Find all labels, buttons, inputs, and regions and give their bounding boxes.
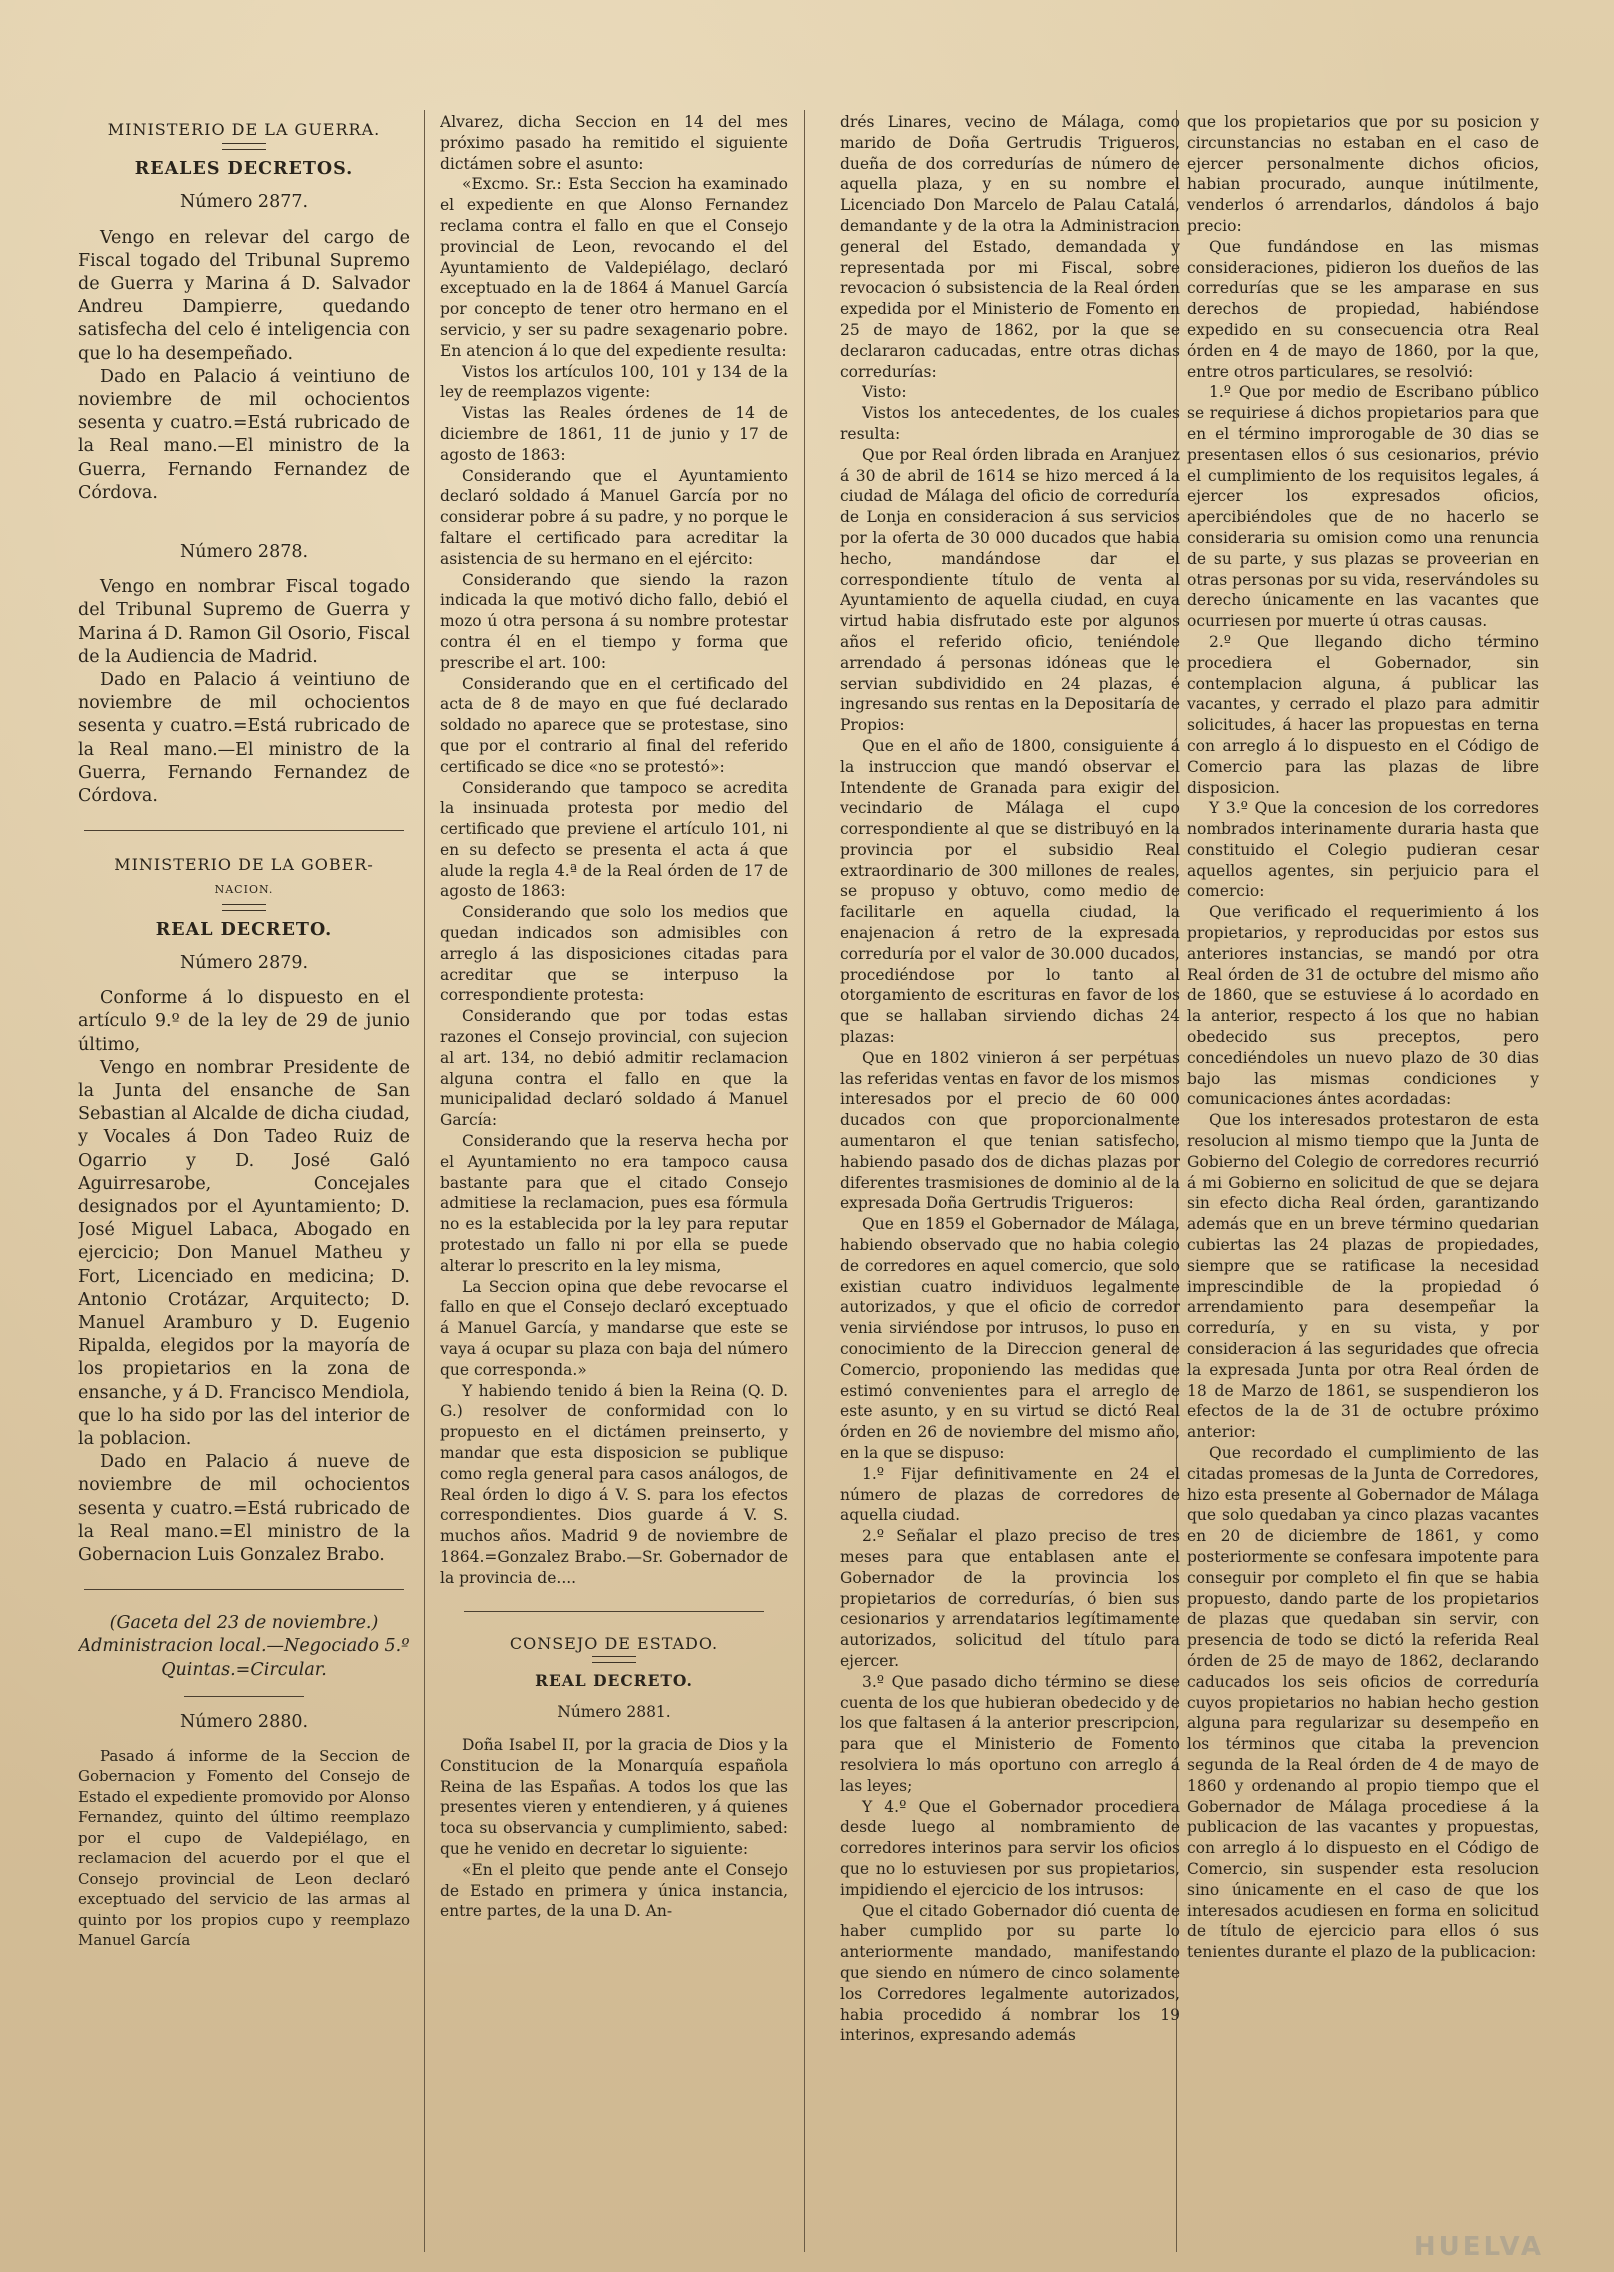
decree-number: Número 2878. [179, 542, 309, 563]
decree-heading: REAL DECRETO. [155, 919, 333, 940]
column-rule [804, 110, 805, 2252]
separator-rule [84, 830, 404, 831]
library-watermark: HUELVA [1413, 2232, 1544, 2262]
paragraph: Vengo en nombrar Presidente de la Junta del ensanche de San Sebastian al Alcalde de dicha ciudad, y Vocales á Don Tadeo Ruiz de Ogarrio y D. José Galó Aguirresarobe, Concejales designados por el Ayuntamiento; D. José Miguel Labaca, Abogado en ejercicio; Don Manuel Matheu y Fort, Licenciado en medicina; D. Antonio Crotázar, Arquitecto; D. Manuel Aramburo y D. Eugenio Ripalda, elegidos por la mayoría de los propietarios en la zona de ensanche, y á D. Francisco Mendiola, que lo ha sido por las del interior de la poblacion. [78, 1057, 410, 1449]
paragraph: Vistas las Reales órdenes de 14 de diciembre de 1861, 11 de junio y 17 de agosto de 1863: [440, 404, 788, 464]
paragraph: Que en el año de 1800, consiguiente á la instruccion que mandó observar el Intendente de Granada para exigir del vecindario de Málaga el cupo correspondiente al que se distribuyó en la provincia por el subsidio Real extraordinario de 300 millones de reales, se propuso y obtuvo, como medio de facilitarle en aquella ciudad, la enajenacion á retro de la expresada correduría por el valor de 30.000 ducados, procediéndose por lo tanto al otorgamiento de escrituras en favor de los que se hallaban sirviendo dichas 24 plazas: [840, 736, 1180, 1047]
paragraph: Vengo en nombrar Fiscal togado del Tribunal Supremo de Guerra y Marina á D. Ramon Gil Osorio, Fiscal de la Audiencia de Madrid. [78, 577, 410, 667]
column-1 [78, 112, 410, 2262]
paragraph: Vistos los antecedentes, de los cuales resulta: [840, 404, 1180, 443]
double-rule [592, 1656, 636, 1663]
paragraph: Considerando que siendo la razon indicada la que motivó dicho fallo, debió el mozo ú otra persona á su nombre protestar contra él en el tiempo y forma que prescribe el art. 100: [440, 570, 788, 672]
double-rule [222, 143, 266, 150]
section-heading: CONSEJO DE ESTADO. [509, 1633, 719, 1653]
paragraph: Considerando que por todas estas razones el Consejo provincial, con sujecion al art. 134, no debió admitir reclamacion alguna contra el fallo en que la municipalidad declaró soldado á Manuel García: [440, 1007, 788, 1130]
paragraph: La Seccion opina que debe revocarse el fallo en que el Consejo declaró exceptuado á Manuel García, y mandarse que este se vaya á ocupar su plaza con baja del número que corresponda.» [440, 1277, 788, 1379]
paragraph: 1.º Fijar definitivamente en 24 el número de plazas de corredores de aquella ciudad. [840, 1464, 1180, 1525]
spacer [78, 505, 410, 531]
paragraph: Doña Isabel II, por la gracia de Dios y la Constitucion de la Monarquía española Reina de las Españas. A todos los que las presentes vieren y entendieren, y á quienes toca su observancia y cumplimiento, sabed: que he venido en decretar lo siguiente: [440, 1735, 788, 1858]
paragraph: 2.º Que llegando dicho término procediera el Gobernador, sin contemplacion alguna, á publicar las vacantes, y cerrado el plazo para admitir solicitudes, á hacer las propuestas en terna con arreglo á lo dispuesto en el Código de Comercio para las plazas de libre disposicion. [1187, 632, 1539, 797]
paragraph: Dado en Palacio á veintiuno de noviembre de mil ochocientos sesenta y cuatro.=Está rubricado de la Real mano.—El ministro de la Guerra, Fernando Fernandez de Córdova. [78, 670, 410, 807]
paragraph: Considerando que solo los medios que quedan indicados son admisibles con arreglo á las disposiciones citadas para acreditar que se interpuso la correspondiente protesta: [440, 903, 788, 1005]
paragraph: 1.º Que por medio de Escribano público se requiriese á dichos propietarios para que en el término improrogable de 30 dias se presentasen ellos ó sus cesionarios, prévio el cumplimiento de los requisitos legales, á ejercer los expresados oficios, apercibiéndoles que de no hacerlo se consideraria su omision como una renuncia de su parte, y sus plazas se proveerian en otras personas por su vida, reservándoles su derecho únicamente en las vacantes que ocurriesen por muerte ú otras causas. [1187, 383, 1539, 631]
paragraph: 2.º Señalar el plazo preciso de tres meses para que entablasen ante el Gobernador de la provincia los propietarios de corredurías, ó bien sus cesionarios y arrendatarios legítimamente autorizados, solicitud del título para ejercer. [840, 1527, 1180, 1670]
column-3 [840, 112, 1180, 2262]
paragraph: 3.º Que pasado dicho término se diese cuenta de los que hubieran obedecido y de los que faltasen á la anterior prescripcion, para que el Ministerio de Fomento resolviera lo más oportuno con arreglo á las leyes; [840, 1672, 1180, 1795]
paragraph: que los propietarios que por su posicion y circunstancias no estaban en el caso de ejercer personalmente dichos oficios, habian procurado, aunque inútilmente, venderlos ó arrendarlos, dándolos á bajo precio: [1187, 113, 1539, 235]
paragraph: «Excmo. Sr.: Esta Seccion ha examinado el expediente en que Alonso Fernandez reclama contra el fallo en que el Consejo provincial de Leon, revocando el del Ayuntamiento de Valdepiélago, declaró exceptuado en la de 1864 á Manuel García por concepto de tener otro hermano en el servicio, y ser su padre sexagenario pobre. En atencion á lo que del expediente resulta: [440, 175, 788, 360]
decree-number: Número 2881. [557, 1703, 671, 1722]
section-heading-line: MINISTERIO DE LA GOBER- [114, 855, 374, 875]
paragraph: Y 3.º Que la concesion de los corredores nombrados interinamente duraria hasta que constituido el Colegio pudieran cesar aquellos agentes, sin perjuicio para el comercio: [1187, 799, 1539, 901]
paragraph: Considerando que el Ayuntamiento declaró soldado á Manuel García por no considerar pobre á su padre, y no porque le faltare el certificado para acreditar la asistencia de su hermano en el ejército: [440, 466, 788, 568]
paragraph: Que fundándose en las mismas consideraciones, pidieron los dueños de las corredurías que se les amparase en sus derechos de propiedad, habiéndose expedido en su consecuencia otra Real órden en 4 de mayo de 1860, por la que, entre otros particulares, se resolvió: [1187, 237, 1539, 381]
column-2 [440, 112, 788, 2262]
gaceta-note: (Gaceta del 23 de noviembre.) [109, 1613, 379, 1634]
paragraph: drés Linares, vecino de Málaga, como marido de Doña Gertrudis Trigueros, dueña de dos corredurías de número de aquella plaza, y en su nombre el Licenciado Don Marcelo de Palau Catalá, demandante y de la otra la Administracion general del Estado, demandada y representada por mi Fiscal, sobre revocacion ó subsistencia de la Real órden expedida por el Ministerio de Fomento en 25 de mayo de 1862, por la que se declararon caducadas, entre otras dichas corredurías: [840, 113, 1180, 381]
paragraph: Visto: [862, 383, 907, 402]
section-heading: MINISTERIO DE LA GUERRA. [107, 120, 381, 139]
section-heading-line: NACION. [214, 883, 274, 897]
section-heading [78, 853, 410, 901]
double-rule [222, 904, 266, 911]
decree-heading: REALES DECRETOS. [134, 159, 354, 180]
admin-note: Administracion local.—Negociado 5.º Quintas.=Circular. [78, 1636, 410, 1680]
paragraph: Que en 1859 el Gobernador de Málaga, habiendo observado que no habia colegio de corredores en aquel comercio, que solo existian cuatro individuos legalmente autorizados, y que el oficio de corredor venia sirviéndose por intrusos, lo puso en conocimiento de la Direccion general de Comercio, proponiendo las medidas que estimó convenientes para el arreglo de este asunto, y en su virtud se dictó Real órden en 26 de noviembre del mismo año, en la que se dispuso: [840, 1215, 1180, 1462]
paragraph: Que en 1802 vinieron á ser perpétuas las referidas ventas en favor de los mismos interesados por el precio de 60 000 ducados con que proporcionalmente aumentaron el que tenian satisfecho, habiendo pasado dos de dichas plazas por diferentes trasmisiones de dominio al de la expresada Doña Gertrudis Trigueros: [840, 1048, 1180, 1213]
paragraph: Dado en Palacio á nueve de noviembre de mil ochocientos sesenta y cuatro.=Está rubricado de la Real mano.=El ministro de la Gobernacion Luis Gonzalez Brabo. [78, 1452, 410, 1565]
paragraph: Y 4.º Que el Gobernador procediera desde luego al nombramiento de corredores interinos para servir los oficios que no lo estuviesen por sus propietarios, impidiendo el ejercicio de los intrusos: [840, 1797, 1180, 1899]
paragraph: Considerando que la reserva hecha por el Ayuntamiento no era tampoco causa bastante para que el citado Consejo admitiese la reclamacion, pues esa fórmula no es la establecida por la ley para reputar protestado un fallo ni por ella se puede alterar lo prescrito en la ley misma, [440, 1132, 788, 1275]
decree-heading: REAL DECRETO. [535, 1671, 693, 1691]
paragraph: Que el citado Gobernador dió cuenta de haber cumplido por su parte lo anteriormente mandado, manifestando que siendo en número de cinco solamente los Corredores legalmente autorizados, habia procedido á nombrar los 19 interinos, expresando además [840, 1901, 1180, 2045]
paragraph: Vistos los artículos 100, 101 y 134 de la ley de reemplazos vigente: [440, 362, 788, 402]
paragraph: Y habiendo tenido á bien la Reina (Q. D. G.) resolver de conformidad con lo propuesto en el dictámen preinserto, y mandar que esta disposicion se publique como regla general para casos análogos, de Real órden lo digo á V. S. para los efectos correspondientes. Dios guarde á V. S. muchos años. Madrid 9 de noviembre de 1864.=Gonzalez Brabo.—Sr. Gobernador de la provincia de.... [440, 1381, 788, 1587]
paragraph: Dado en Palacio á veintiuno de noviembre de mil ochocientos sesenta y cuatro.=Está rubricado de la Real mano.—El ministro de la Guerra, Fernando Fernandez de Córdova. [78, 366, 410, 503]
column-rule [424, 110, 425, 2252]
paragraph: Vengo en relevar del cargo de Fiscal togado del Tribunal Supremo de Guerra y Marina á D. Salvador Andreu Dampierre, quedando satisfecha del celo é inteligencia con que lo ha desempeñado. [78, 227, 410, 364]
decree-number: Número 2880. [179, 1711, 309, 1732]
column-4 [1187, 112, 1539, 2262]
paragraph: Considerando que tampoco se acredita la insinuada protesta por medio del certificado que previene el artículo 101, ni en su defecto se presenta el acta á que alude la regla 4.ª de la Real órden de 17 de agosto de 1863: [440, 778, 788, 901]
paragraph: Que por Real órden librada en Aranjuez á 30 de abril de 1614 se hizo merced á la ciudad de Málaga del oficio de correduría de Lonja en consideracion á sus servicios por la oferta de 30 000 ducados que habia hecho, mandándose dar el correspondiente título de venta al Ayuntamiento de aquella ciudad, en cuya virtud habia disfrutado este por algunos años el referido oficio, teniéndole arrendado á personas idóneas que le servian subdividido en 24 plazas, é ingresando sus rentas en la Depositaría de Propios: [840, 445, 1180, 735]
separator-rule [464, 1611, 764, 1612]
paragraph: Alvarez, dicha Seccion en 14 del mes próximo pasado ha remitido el siguiente dictámen sobre el asunto: [440, 113, 788, 173]
paragraph: Que verificado el requerimiento á los propietarios, y reproducidas por estos sus anteriores instancias, se mandó por otra Real órden de 31 de octubre del mismo año de 1860, que se estuviese á lo acordado en la anterior, respecto á los que no habian obedecido sus preceptos, pero concediéndoles un nuevo plazo de 30 dias bajo las mismas condiciones y comunicaciones ántes acordadas: [1187, 903, 1539, 1109]
decree-number: Número 2879. [179, 952, 309, 973]
paragraph: Que los interesados protestaron de esta resolucion al mismo tiempo que la Junta de Gobierno del Colegio de corredores recurrió á mi Gobierno en solicitud de que se dejara sin efecto dicha Real órden, garantizando además que en un breve término quedarian cubiertas las 24 plazas de propiedades, siempre que se ratificase la necesidad imprescindible de la propiedad ó arrendamiento para desempeñar la correduría, y en su vista, y por consideracion á las seguridades que ofrecia la expresada Junta por otra Real órden de 18 de Marzo de 1861, se suspendieron los efectos de la de 31 de octubre próximo anterior: [1187, 1111, 1539, 1442]
decree-number: Número 2877. [179, 192, 309, 213]
separator-rule [84, 1589, 404, 1590]
separator-rule [184, 1696, 304, 1697]
paragraph: Que recordado el cumplimiento de las citadas promesas de la Junta de Corredores, hizo esta presente al Gobernador de Málaga que solo quedaban ya cinco plazas vacantes en 20 de diciembre de 1861, y como posteriormente se confesara impotente para conseguir por completo el fin que se habia propuesto, dando parte de los propietarios de plazas que quedaban sin servir, con presencia de todo se dictó la referida Real órden de 25 de mayo de 1862, declarando caducados los seis oficios de correduría cuyos propietarios no habian hecho gestion alguna para regularizar su desempeño en los términos que citaba la prevencion segunda de la Real órden de 4 de mayo de 1860 y ordenando al propio tiempo que el Gobernador de Málaga procediese á la publicacion de las vacantes y propuestas, con arreglo á lo dispuesto en el Código de Comercio, sin suspender esta resolucion sino únicamente en el caso de que los interesados acudiesen en forma en solicitud de título de ejercicio para ellos ó sus tenientes durante el plazo de la publicacion: [1187, 1444, 1539, 1962]
paragraph: Pasado á informe de la Seccion de Gobernacion y Fomento del Consejo de Estado el expediente promovido por Alonso Fernandez, quinto del último reemplazo por el cupo de Valdepiélago, en reclamacion del acuerdo por el que el Consejo provincial de Leon declaró exceptuado del servicio de las armas al quinto por los propios cupo y reemplazo Manuel García [78, 1746, 410, 1950]
paragraph: Considerando que en el certificado del acta de 8 de mayo en que fué declarado soldado no aparece que se protestase, sino que por el contrario al final del referido certificado se dice «no se protestó»: [440, 674, 788, 776]
paragraph: Conforme á lo dispuesto en el artículo 9.º de la ley de 29 de junio último, [78, 988, 410, 1055]
paragraph: «En el pleito que pende ante el Consejo de Estado en primera y única instancia, entre partes, de la una D. An- [440, 1860, 788, 1921]
